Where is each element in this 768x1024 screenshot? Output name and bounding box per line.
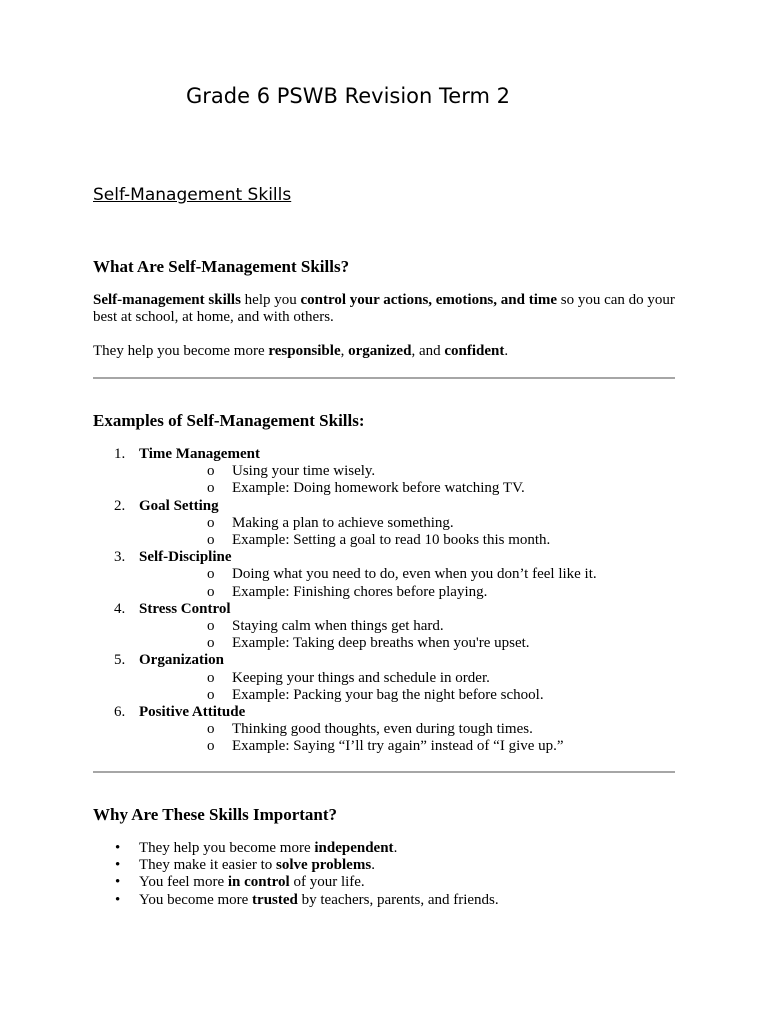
point-text: Thinking good thoughts, even during tough times. — [232, 721, 533, 738]
bold-text: Self-management skills — [93, 292, 241, 308]
point-text: Example: Packing your bag the night before school. — [232, 686, 544, 703]
heading-why-important: Why Are These Skills Important? — [93, 805, 338, 824]
text: You become more — [139, 891, 253, 908]
list-item — [93, 874, 499, 891]
bold-text: control your actions, emotions, and time — [300, 292, 558, 308]
list-number: 1. — [114, 446, 126, 462]
sub-list-item — [139, 480, 597, 497]
skills-list — [93, 446, 597, 756]
point-text: Staying calm when things get hard. — [232, 618, 444, 635]
skill-title: Stress Control — [139, 600, 231, 617]
skill-title: Self-Discipline — [139, 549, 232, 566]
point-text: Making a plan to achieve something. — [232, 514, 454, 531]
circle-bullet-icon: o — [207, 566, 215, 583]
list-item — [93, 498, 597, 550]
circle-bullet-icon: o — [207, 618, 215, 635]
circle-bullet-icon: o — [207, 514, 215, 531]
list-item — [93, 704, 597, 756]
bold-text: organized — [348, 343, 412, 359]
sub-list-item — [139, 532, 597, 549]
sub-list-item — [139, 635, 597, 652]
horizontal-divider — [93, 771, 675, 773]
text: They make it easier to — [139, 857, 277, 874]
circle-bullet-icon: o — [207, 635, 215, 652]
sub-list-item — [139, 687, 597, 704]
text: . — [371, 857, 375, 874]
text: , and — [411, 343, 445, 359]
bold-text: independent — [314, 840, 394, 856]
section-title-self-management: Self-Management Skills — [93, 185, 292, 205]
circle-bullet-icon: o — [207, 583, 215, 600]
text: . — [504, 343, 509, 359]
benefits-paragraph — [93, 343, 683, 360]
heading-what-are-skills: What Are Self-Management Skills? — [93, 257, 350, 276]
point-text: Using your time wisely. — [232, 463, 376, 480]
point-text: Keeping your things and schedule in order. — [232, 669, 490, 686]
skill-title: Organization — [139, 652, 224, 669]
text: so you can do your best at school, at home, and with others. — [93, 292, 675, 325]
text: by teachers, parents, and friends. — [297, 891, 499, 908]
text: They help you become more — [139, 840, 315, 856]
text: They help you become more — [93, 343, 269, 359]
list-item — [93, 892, 499, 909]
circle-bullet-icon: o — [207, 738, 215, 755]
point-text: Example: Doing homework before watching TV. — [232, 480, 525, 497]
list-number: 4. — [114, 600, 126, 617]
bold-text: solve problems — [276, 857, 372, 874]
sub-list-item — [139, 566, 597, 583]
point-text: Example: Finishing chores before playing. — [232, 583, 488, 600]
circle-bullet-icon: o — [207, 532, 215, 549]
list-number: 2. — [114, 497, 126, 514]
text: You feel more — [139, 874, 228, 891]
point-text: Example: Taking deep breaths when you're upset. — [232, 635, 530, 652]
sub-list-item — [139, 515, 597, 532]
text: help you — [240, 292, 301, 308]
list-item — [93, 601, 597, 653]
point-text: Example: Setting a goal to read 10 books this month. — [232, 532, 551, 549]
bold-text: in control — [227, 874, 290, 891]
skill-title: Goal Setting — [139, 497, 219, 514]
document-title: Grade 6 PSWB Revision Term 2 — [186, 84, 510, 108]
text: , — [340, 343, 349, 359]
definition-paragraph — [93, 292, 683, 326]
point-text: Example: Saying “I’ll try again” instead of “I give up.” — [232, 738, 564, 755]
bullet-icon: • — [115, 874, 121, 891]
list-number: 6. — [114, 704, 126, 721]
list-item — [93, 446, 597, 498]
sub-list-item — [139, 584, 597, 601]
list-item — [93, 549, 597, 601]
list-number: 3. — [114, 549, 126, 566]
sub-list-item — [139, 721, 597, 738]
list-item — [93, 652, 597, 704]
circle-bullet-icon: o — [207, 669, 215, 686]
bullet-icon: • — [115, 840, 121, 856]
sub-list-item — [139, 670, 597, 687]
point-text: Doing what you need to do, even when you don’t feel like it. — [232, 566, 597, 583]
importance-list — [93, 840, 499, 909]
sub-list-item — [139, 738, 597, 755]
bold-text: confident — [444, 343, 505, 359]
heading-examples: Examples of Self-Management Skills: — [93, 411, 365, 430]
circle-bullet-icon: o — [207, 480, 215, 497]
bold-text: responsible — [268, 343, 341, 359]
list-item — [93, 840, 499, 857]
circle-bullet-icon: o — [207, 686, 215, 703]
circle-bullet-icon: o — [207, 463, 215, 480]
sub-list-item — [139, 618, 597, 635]
skill-title: Time Management — [139, 446, 260, 462]
circle-bullet-icon: o — [207, 721, 215, 738]
text: of your life. — [289, 874, 365, 891]
horizontal-divider — [93, 377, 675, 379]
bullet-icon: • — [115, 891, 121, 908]
bold-text: trusted — [252, 891, 298, 908]
list-number: 5. — [114, 652, 126, 669]
list-item — [93, 857, 499, 874]
bullet-icon: • — [115, 857, 121, 874]
sub-list-item — [139, 463, 597, 480]
skill-title: Positive Attitude — [139, 704, 246, 721]
text: . — [393, 840, 398, 856]
